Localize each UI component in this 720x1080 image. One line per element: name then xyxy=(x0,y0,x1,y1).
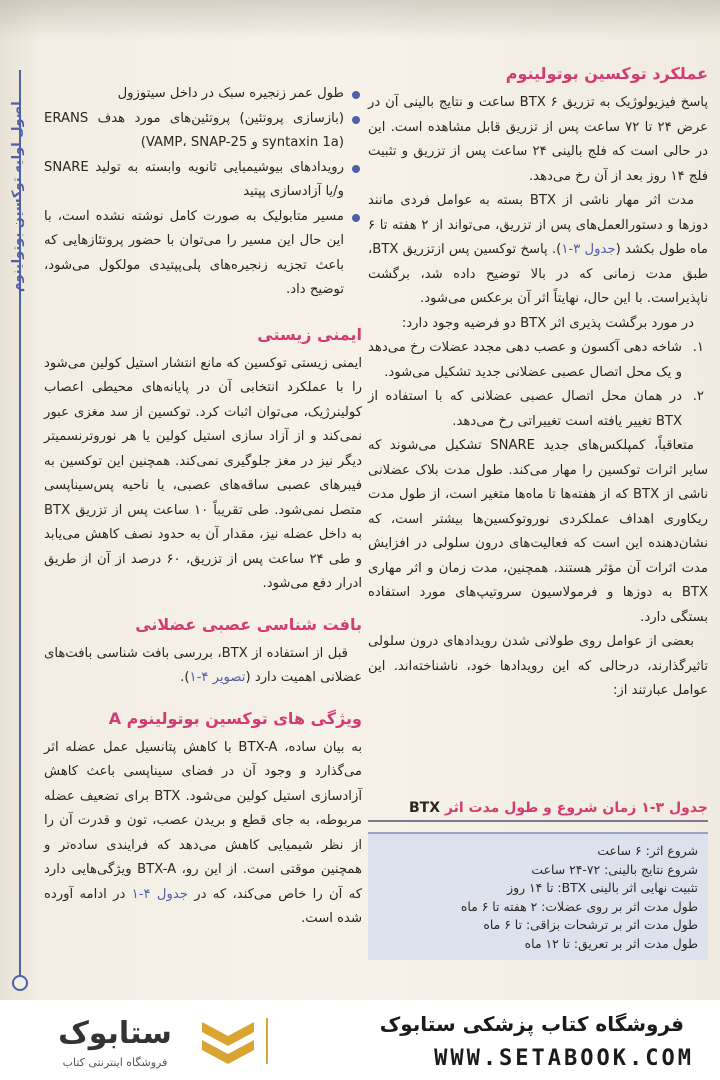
footer-divider xyxy=(266,1018,268,1064)
table-row: طول مدت اثر بر تعریق: تا ۱۲ ماه xyxy=(524,935,698,951)
hypotheses-list xyxy=(368,336,708,434)
table-onset-duration xyxy=(368,800,708,960)
list-number: ۲. xyxy=(692,389,704,404)
paragraph-text: ). xyxy=(180,670,190,685)
paragraph: بعضی از عوامل روی طولانی شدن رویدادهای درون سلولی تاثیرگذارند، درحالی که این رویدادها خود، ناشناخته‌اند. این عوامل عبارتند از: xyxy=(368,634,708,698)
table-title xyxy=(368,800,708,822)
section-heading-histology: بافت شناسی عصبی عضلانی xyxy=(135,614,362,634)
list-item: طول عمر زنجیره سبک در داخل سیتوزول xyxy=(44,82,362,107)
right-column xyxy=(368,64,708,704)
table-reference-link[interactable]: جدول ۴-۱ xyxy=(131,886,188,902)
running-chapter-title: اصول اولیه توکسین بوتولینوم xyxy=(10,101,25,293)
table-row: طول مدت اثر بر ترشحات بزاقی: تا ۶ ماه xyxy=(483,917,698,933)
list-item: (بازسازی پروتئین) پروتئین‌های مورد هدف ERANS (syntaxin 1a و VAMP، SNAP-25) xyxy=(44,107,362,156)
table-title-btx: BTX xyxy=(408,800,440,816)
paragraph-text: به بیان ساده، BTX-A با کاهش پتانسیل عمل عضله اثر می‌گذارد و وجود آن در فضای سیناپسی باعث کاهش آزادسازی استیل کولین می‌شود. BTX برای تضعیف عضله مربوطه، به جای قطع و بریدن عصب، تون و قدرت آن را از نظر شیمیایی کاهش می‌دهد که فرایندی ساده‌تر و همچنین موقتی است. از این رو، BTX-A ویژگی‌هایی دارد که آن را خاص می‌کند، که در xyxy=(44,739,362,902)
paragraph: ایمنی زیستی توکسین که مانع انتشار استیل کولین می‌شود را با عملکرد انتخابی آن در پایانه‌های محیطی اعصاب کولینرژیک، می‌توان اثبات کرد. توکسین از سد مغزی عبور نمی‌کند و از آزاد سازی استیل کولین یا هر نوروترنسمیتر دیگر نیز در مغز جلوگیری نمی‌کند. همچنین این توکسین به فیبرهای عصبی ساقه‌های عصبی، یا ناحیه پس‌سیناپسی متصل نمی‌شود. طی تقریباً ۱۰ ساعت پس از تزریق BTX به داخل عضله نیز، مقدار آن به حدود نصف کاهش می‌یابد و طی ۲۴ ساعت پس از تزریق، ۶۰ درصد از آن از طریق ادرار دفع می‌شود. xyxy=(44,355,362,591)
section-heading-features: ویژگی های توکسین بوتولینوم A xyxy=(108,708,362,728)
list-item: رویدادهای بیوشیمیایی ثانویه وابسته به تولید SNARE و/یا آزادسازی پپتید xyxy=(44,156,362,205)
table-title-text: جدول ۳-۱ زمان شروع و طول مدت اثر xyxy=(444,800,708,816)
paragraph xyxy=(44,736,362,932)
website-link[interactable]: WWW.SETABOOK.COM xyxy=(434,1046,694,1071)
left-column xyxy=(44,82,362,932)
logo-tagline: فروشگاه اینترنتی کتاب xyxy=(62,1056,168,1069)
shop-name: فروشگاه کتاب پزشکی ستابوک xyxy=(379,1012,684,1036)
margin-circle-icon xyxy=(12,975,28,991)
section-heading-mechanism: عملکرد توکسین بوتولینوم xyxy=(505,64,708,83)
paragraph-text: قبل از استفاده از BTX، بررسی بافت شناسی بافت‌های عضلانی اهمیت دارد ( xyxy=(44,645,362,685)
paragraph xyxy=(368,189,708,312)
list-item: مسیر متابولیک به صورت کامل نوشته نشده است، با این حال این مسیر را می‌توان با حضور پروتئازهایی که باعث تجزیه زنجیره‌های پلی‌پپتیدی مولکول می‌شود، توضیح داد. xyxy=(44,205,362,303)
table-row: طول مدت اثر بر روی عضلات: ۲ هفته تا ۶ ماه xyxy=(460,898,698,914)
factors-list xyxy=(44,82,362,303)
list-number: ۱. xyxy=(692,340,704,355)
table-body xyxy=(368,832,708,960)
figure-reference-link[interactable]: تصویر ۴-۱ xyxy=(189,670,246,685)
paragraph-text: ). پاسخ توکسین پس ازتزریق BTX، طبق مدت زمانی که در بالا توضیح داده شد، برگشت ناپذیراست. با این حال، نهایتاً اثر آن برعکس می‌شود. xyxy=(368,242,708,306)
list-item xyxy=(368,336,708,385)
paragraph: پاسخ فیزیولوژیک به تزریق BTX ۶ ساعت و نتایج بالینی آن در عرض ۲۴ تا ۷۲ ساعت پس از تزریق قابل مشاهده است. این در حالی است که فلج بالینی ۲۴ ساعت پس از تزریق و تثبیت فلج ۱۴ روز بعد از آن رخ می‌دهد. xyxy=(368,95,709,184)
paragraph-text: مدت اثر مهار ناشی از BTX بسته به عوامل فردی مانند دوزها و دستورالعمل‌های پس از تزریق، می‌تواند از ۲ هفته تا ۶ ماه طول بکشد ( xyxy=(368,193,708,257)
paragraph: در مورد برگشت پذیری اثر BTX دو فرضیه وجود دارد: xyxy=(401,315,694,331)
paragraph: متعاقباً، کمپلکس‌های جدید SNARE تشکیل می‌شوند که سایر اثرات توکسین را مهار می‌کند. طول مدت بلاک عضلانی ناشی از BTX که از هفته‌ها تا ماه‌ها متغیر است، از طول مدت ریکاوری اهداف عملکردی نوروتوکسین‌ها بیشتر است، که نشان‌دهنده این است که فعالیت‌های درون سلولی در افزایش مدت اثرات آن مؤثر هستند. همچنین، مدت زمان و اثر مهاری BTX به دوزها و فرمولاسیون سروتیپ‌های مورد استفاده بستگی دارد. xyxy=(368,438,708,625)
table-reference-link[interactable]: جدول ۳-۱ xyxy=(561,242,616,257)
section-heading-biosafety: ایمنی زیستی xyxy=(257,324,362,344)
list-item xyxy=(368,385,708,434)
page-shadow xyxy=(0,0,720,40)
table-row: شروع اثر: ۶ ساعت xyxy=(597,843,698,858)
chevron-logo-icon xyxy=(196,1016,260,1072)
paragraph xyxy=(44,642,362,691)
list-item-text: شاخه دهی آکسون و عصب دهی مجدد عضلات رخ می‌دهد و یک محل اتصال عصبی عضلانی جدید تشکیل می‌شود. xyxy=(368,340,682,380)
paragraph-text: در ادامه آورده شده است. xyxy=(44,886,362,926)
logo-wordmark: ستابوک xyxy=(58,1016,172,1051)
footer-banner xyxy=(0,1000,720,1080)
list-item-text: در همان محل اتصال عصبی عضلانی که با استفاده از BTX تغییر یافته است تغییراتی رخ می‌دهد. xyxy=(368,389,682,429)
table-row: تثبیت نهایی اثر بالینی BTX: تا ۱۴ روز xyxy=(507,880,698,896)
table-row: شروع نتایج بالینی: ۷۲-۲۴ ساعت xyxy=(531,861,698,877)
